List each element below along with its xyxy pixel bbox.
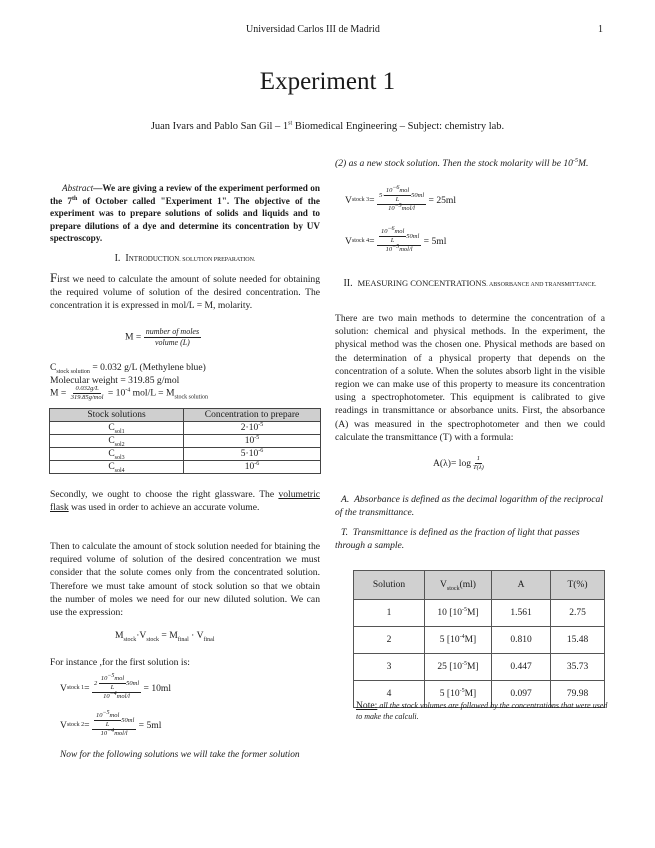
equation-molarity: M = $\frac{\text{number of moles}}{\text{volume (L)}}$	[125, 327, 200, 347]
table-header-row	[354, 571, 605, 600]
table-row	[354, 654, 605, 681]
table-header-cell: A	[492, 571, 551, 600]
glassware-paragraph-wrap	[50, 488, 320, 514]
methods-paragraph-wrap	[335, 312, 605, 444]
table-cell: 10 $[10^{-5}M]$	[425, 600, 492, 627]
table-cell: $C_{sol4}$	[50, 461, 184, 474]
glassware-paragraph: Secondly, we ought to choose the right glassware. The volumetric flask was used in order to achieve an accurate volume.	[50, 489, 320, 514]
table-cell: 1.561	[492, 600, 551, 627]
author-line: Juan Ivars and Pablo San Gil – 1st Biomedical Engineering – Subject: chemistry lab.	[150, 120, 505, 132]
stock-concentration: $C_{stock solution} = 0.032$ g/L (Methylene blue)	[50, 362, 206, 375]
table-cell: 15.48	[551, 627, 605, 654]
table-cell: 5 $[10^{-4}M]$	[425, 627, 492, 654]
table-cell: 35.73	[551, 654, 605, 681]
table-cell: 5 $[10^{-5}M]$	[425, 681, 492, 708]
section-heading-introduction: I. Introduction. SOLUTION PREPARATION.	[114, 253, 256, 264]
table-row	[50, 422, 321, 435]
methods-paragraph: There are two main methods to determine the concentration of a solution: chemical and physical methods. In the experiment, the physical method was the chosen one. Physical methods are based on the determination of a physical property that depends on the concentration of a solute. When the solutes absorb light in the visible region we can make use of this property to measure its concentration using a spectrophotometer. This equipment is calibrated to give readings in transmittance or absorbance units. First, the absorbance (A) was measured in the spectrophotometer and then we could calculate the transmittance (T) with a formula:	[335, 313, 605, 443]
table-header-row	[50, 409, 321, 422]
table-cell: $C_{sol3}$	[50, 448, 184, 461]
equation-vstock-1: V stock 1 = 2 $\frac{10^{-5}mol}{L}$ 50ml $10^{-4}mol/l$ = 10ml	[60, 672, 172, 700]
table-cell: $10^{-5}$	[184, 435, 321, 448]
paper-title: Experiment 1	[259, 68, 396, 95]
section-heading-measuring: II. MEASURING CONCENTRATIONS. ABSORBANCE AND TRANSMITTANCE.	[343, 278, 597, 289]
table-header-cell: T(%)	[551, 571, 605, 600]
dilution-paragraph: Then to calculate the amount of stock solution needed for btaining the required volume of solution of the desired concentration we must consider that the solute comes only from the concentrated solution. Therefore we must take amount of stock solution so that we obtain the number of moles we need for our new diluted solution. We can use the expression:	[50, 541, 320, 619]
table-row	[50, 448, 321, 461]
table-cell: $5\cdot 10^{-6}$	[184, 448, 321, 461]
running-header: Universidad Carlos III de Madrid	[246, 24, 380, 35]
intro-paragraph: First we need to calculate the amount of solute needed for obtaining the required volume of solution of the desired concentration. The concentration it is expressed in mol/L = M, molarity.	[50, 270, 320, 312]
equation-vstock-2: V stock 2 = $\frac{10^{-5}mol}{L}$ 50ml $10^{-4}mol/l$ = 5ml	[60, 709, 162, 737]
equation-vstock-4: V stock 4 = $\frac{10^{-6}mol}{L}$ 50ml $10^{-5}mol/l$ = 5ml	[345, 225, 447, 253]
intro-paragraph-wrap	[50, 271, 320, 313]
stock-molarity-text: (2) as a new stock solution. Then the stock molarity will be $10^{-5}M$.	[335, 157, 589, 169]
table-cell: $C_{sol2}$	[50, 435, 184, 448]
former-solution-text: Now for the following solutions we will take the former solution	[60, 750, 300, 760]
equation-stock-molarity: M = $\frac{0.032g/L}{\text{319.85g/mol}}$ = $10^{-4}$ $mol/L = M_{stock solution}$	[50, 385, 208, 401]
abstract: Abstract—We are giving a review of the experiment performed on the 7th of October called "Experiment 1". The objective of the experiment was to prepare solutions of solids and liquids and to prepare dilutions of a dye and determine its concentration by UV spectroscopy.	[50, 183, 320, 244]
table-row	[354, 627, 605, 654]
page-number: 1	[598, 24, 603, 35]
molecular-weight: Molecular weight = 319.85 g/mol	[50, 375, 180, 386]
table-cell: 4	[354, 681, 425, 708]
table-cell: 25 $[10^{-5}M]$	[425, 654, 492, 681]
definition-absorbance: A. Absorbance is defined as the decimal logarithm of the reciprocal of the transmittance.	[335, 494, 604, 518]
table-cell: 0.447	[492, 654, 551, 681]
table-cell: $C_{sol1}$	[50, 422, 184, 435]
table-cell: 1	[354, 600, 425, 627]
table-row	[50, 461, 321, 474]
stock-solutions-table	[49, 408, 321, 474]
table-cell: $2\cdot 10^{-5}$	[184, 422, 321, 435]
table-header-cell: Solution	[354, 571, 425, 600]
instance-text: For instance ,for the first solution is:	[50, 657, 190, 668]
table-header-cell: Stock solutions	[50, 409, 184, 422]
table-cell: 2.75	[551, 600, 605, 627]
equation-absorbance: A(λ)= log $\frac{1}{T(\lambda)}$	[433, 455, 484, 471]
table-note: Note: all the stock volumes are followed by the concentrations that were used to make the calculi.	[356, 700, 608, 721]
table-cell: 0.097	[492, 681, 551, 708]
table-cell: 0.810	[492, 627, 551, 654]
table-row	[354, 600, 605, 627]
table-cell: 79.98	[551, 681, 605, 708]
table-header-cell: $V_{stock}(ml)$	[425, 571, 492, 600]
table-cell: 3	[354, 654, 425, 681]
dilution-paragraph-wrap	[50, 540, 320, 619]
equation-dilution: $M_{stock}\cdot V_{stock} = M_{final} \cdot V_{final}$	[115, 630, 215, 643]
definition-transmittance: T. Transmittance is defined as the fraction of light that passes through a sample.	[335, 527, 580, 551]
table-row	[50, 435, 321, 448]
table-header-cell: Concentration to prepare	[184, 409, 321, 422]
table-cell: $10^{-6}$	[184, 461, 321, 474]
equation-vstock-3: V stock 3 = 5· $\frac{10^{-6}mol}{L}$ 50ml $10^{-5}mol/l$ = 25ml	[345, 184, 457, 212]
results-table	[353, 570, 605, 708]
left-column	[50, 182, 320, 245]
table-cell: 2	[354, 627, 425, 654]
